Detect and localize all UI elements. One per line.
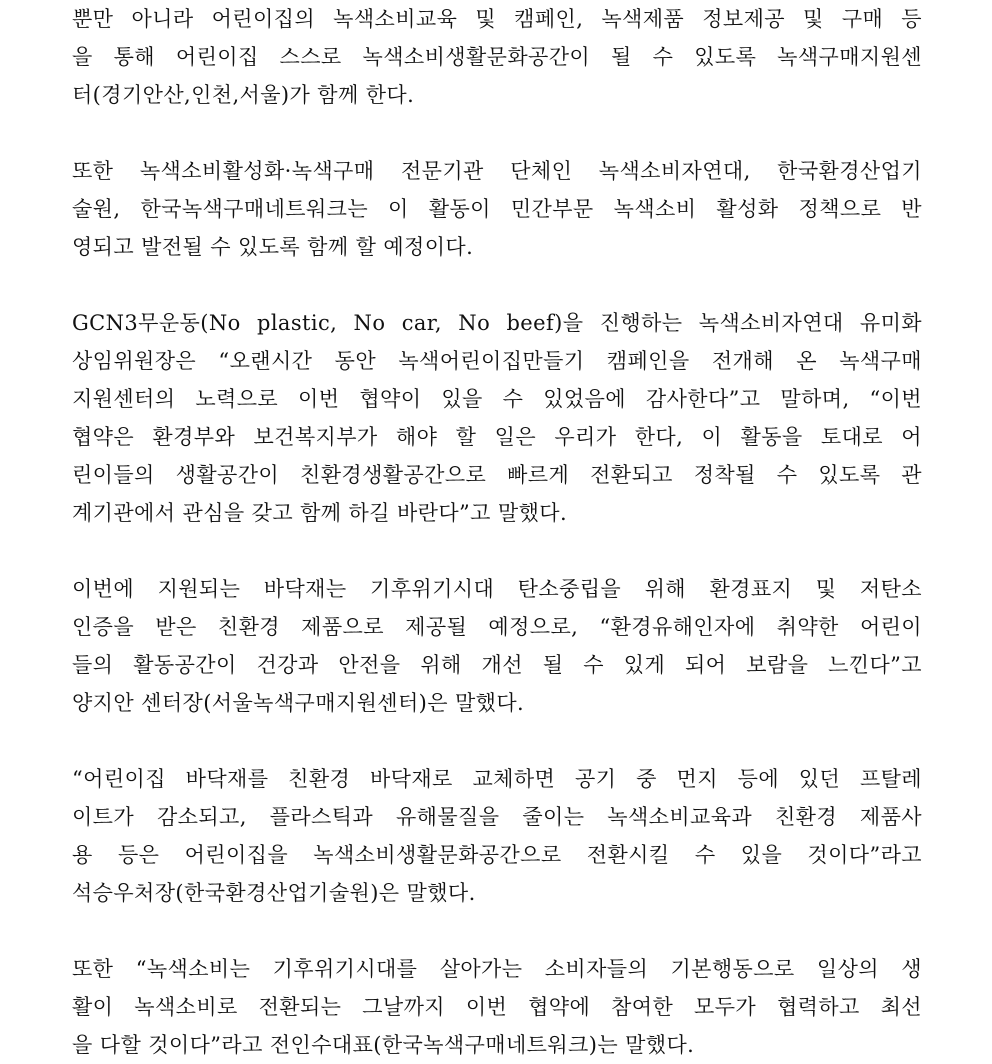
text-line: 계기관에서 관심을 갖고 함께 하길 바란다”고 말했다. [72, 501, 568, 525]
text-line: 영되고 발전될 수 있도록 함께 할 예정이다. [72, 235, 474, 259]
text-line: 을 통해 어린이집 스스로 녹색소비생활문화공간이 될 수 있도록 녹색구매지원센 [72, 45, 922, 69]
document-body [72, 0, 922, 1064]
text-line: 이트가 감소되고, 플라스틱과 유해물질을 줄이는 녹색소비교육과 친환경 제품사 [72, 805, 922, 829]
text-line: 이번에 지원되는 바닥재는 기후위기시대 탄소중립을 위해 환경표지 및 저탄소 [72, 577, 922, 601]
text-line: GCN3무운동(No plastic, No car, No beef)을 진행하는 녹색소비자연대 유미화 [72, 311, 922, 335]
text-line: 들의 활동공간이 건강과 안전을 위해 개선 될 수 있게 되어 보람을 느낀다”고 [72, 653, 922, 677]
paragraph-3 [72, 304, 922, 532]
paragraph-2 [72, 152, 922, 266]
text-line: 양지안 센터장(서울녹색구매지원센터)은 말했다. [72, 691, 525, 715]
text-line: 터(경기안산,인천,서울)가 함께 한다. [72, 83, 415, 107]
text-line: 활이 녹색소비로 전환되는 그날까지 이번 협약에 참여한 모두가 협력하고 최선 [72, 995, 922, 1019]
text-line: 지원센터의 노력으로 이번 협약이 있을 수 있었음에 감사한다”고 말하며, “이번 [72, 387, 922, 411]
text-line: 술원, 한국녹색구매네트워크는 이 활동이 민간부문 녹색소비 활성화 정책으로 반 [72, 197, 922, 221]
paragraph-4 [72, 570, 922, 722]
text-line: 석승우처장(한국환경산업기술원)은 말했다. [72, 881, 476, 905]
text-line: 린이들의 생활공간이 친환경생활공간으로 빠르게 전환되고 정착될 수 있도록 관 [72, 463, 922, 487]
text-line: 협약은 환경부와 보건복지부가 해야 할 일은 우리가 한다, 이 활동을 토대로 어 [72, 425, 922, 449]
paragraph-1 [72, 0, 922, 114]
text-line: 또한 “녹색소비는 기후위기시대를 살아가는 소비자들의 기본행동으로 일상의 생 [72, 957, 922, 981]
text-line: “어린이집 바닥재를 친환경 바닥재로 교체하면 공기 중 먼지 등에 있던 프탈레 [72, 767, 922, 791]
text-line: 인증을 받은 친환경 제품으로 제공될 예정으로, “환경유해인자에 취약한 어린이 [72, 615, 922, 639]
text-line: 상임위원장은 “오랜시간 동안 녹색어린이집만들기 캠페인을 전개해 온 녹색구매 [72, 349, 922, 373]
text-line: 또한 녹색소비활성화·녹색구매 전문기관 단체인 녹색소비자연대, 한국환경산업기 [72, 159, 922, 183]
paragraph-5 [72, 760, 922, 912]
text-line: 용 등은 어린이집을 녹색소비생활문화공간으로 전환시킬 수 있을 것이다”라고 [72, 843, 922, 867]
text-line: 뿐만 아니라 어린이집의 녹색소비교육 및 캠페인, 녹색제품 정보제공 및 구매 등 [72, 7, 922, 31]
text-line: 을 다할 것이다”라고 전인수대표(한국녹색구매네트워크)는 말했다. [72, 1033, 695, 1057]
